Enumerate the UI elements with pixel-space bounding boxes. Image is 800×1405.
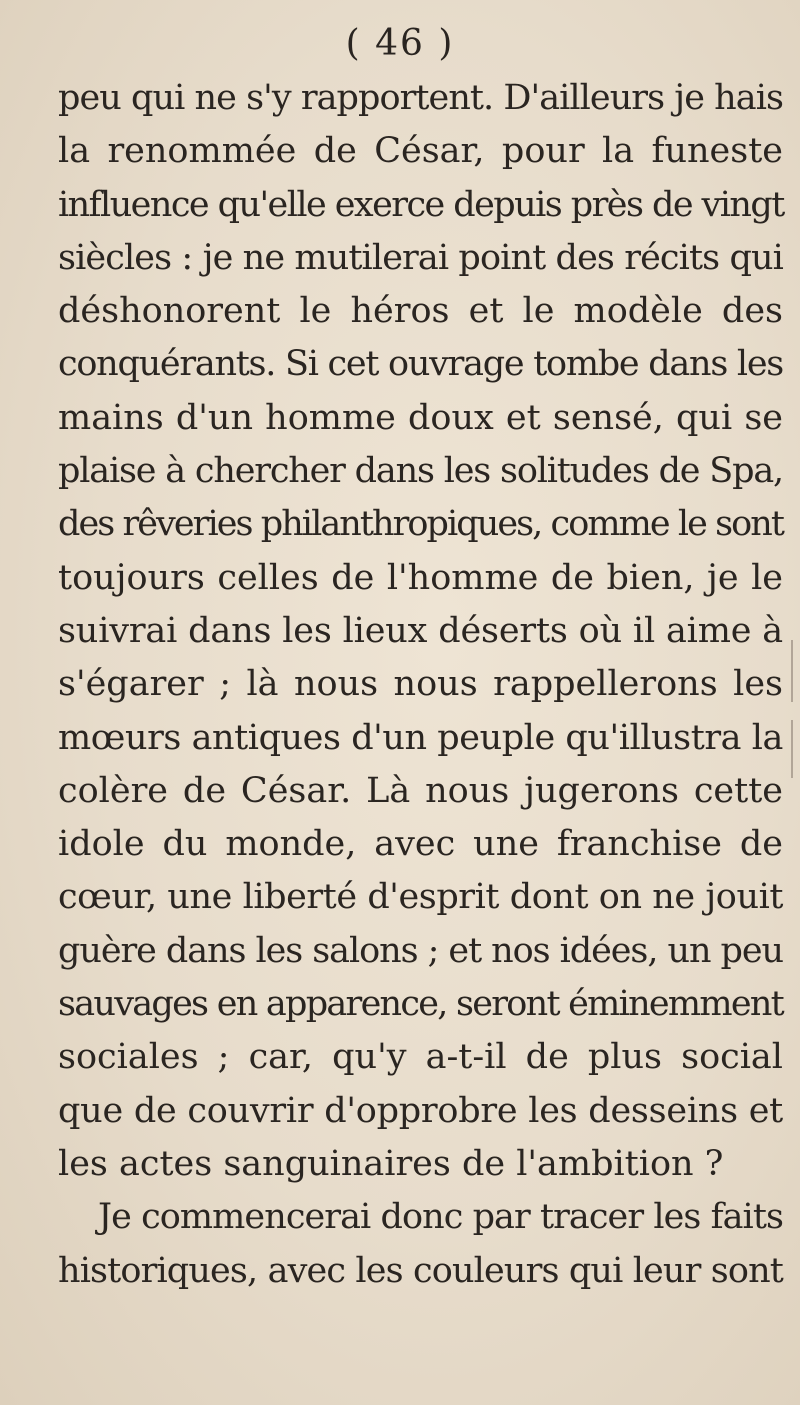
- text-line: suivrai dans les lieux déserts où il aime à: [58, 610, 783, 651]
- text-line: mœurs antiques d'un peuple qu'illustra la: [58, 717, 783, 758]
- text-line: colère de César. Là nous jugerons cette: [58, 770, 783, 811]
- page-number: ( 46 ): [345, 23, 455, 64]
- text-line: historiques, avec les couleurs qui leur sont: [58, 1250, 783, 1291]
- text-line: s'égarer ; là nous nous rappellerons les: [58, 664, 783, 705]
- text-line: sauvages en apparence, seront éminemment: [58, 984, 783, 1025]
- text-line: que de couvrir d'opprobre les desseins et: [58, 1090, 783, 1131]
- page-edge-mark: [791, 640, 793, 702]
- text-line: peu qui ne s'y rapportent. D'ailleurs je hais: [58, 78, 783, 118]
- text-line: des rêveries philanthropiques, comme le sont: [58, 504, 783, 545]
- text-line: déshonorent le héros et le modèle des: [58, 291, 783, 332]
- text-line: mains d'un homme doux et sensé, qui se: [58, 397, 783, 438]
- text-line: toujours celles de l'homme de bien, je le: [58, 557, 783, 598]
- page-edge-mark: [791, 720, 793, 778]
- text-line: cœur, une liberté d'esprit dont on ne jouit: [58, 877, 783, 918]
- text-line: sociales ; car, qu'y a-t-il de plus social: [58, 1037, 783, 1078]
- paragraph-start-line: Je commencerai donc par tracer les faits: [98, 1197, 783, 1238]
- text-line: influence qu'elle exerce depuis près de vingt: [58, 184, 784, 225]
- text-line: les actes sanguinaires de l'ambition ?: [58, 1143, 724, 1184]
- text-line: idole du monde, avec une franchise de: [58, 824, 783, 865]
- text-line: conquérants. Si cet ouvrage tombe dans les: [58, 344, 784, 385]
- body-text: [58, 72, 783, 1298]
- text-line: siècles : je ne mutilerai point des récits qui: [58, 237, 783, 278]
- text-line: plaise à chercher dans les solitudes de Spa,: [58, 451, 783, 492]
- text-line: la renommée de César, pour la funeste: [58, 131, 783, 172]
- text-line: guère dans les salons ; et nos idées, un peu: [58, 930, 783, 971]
